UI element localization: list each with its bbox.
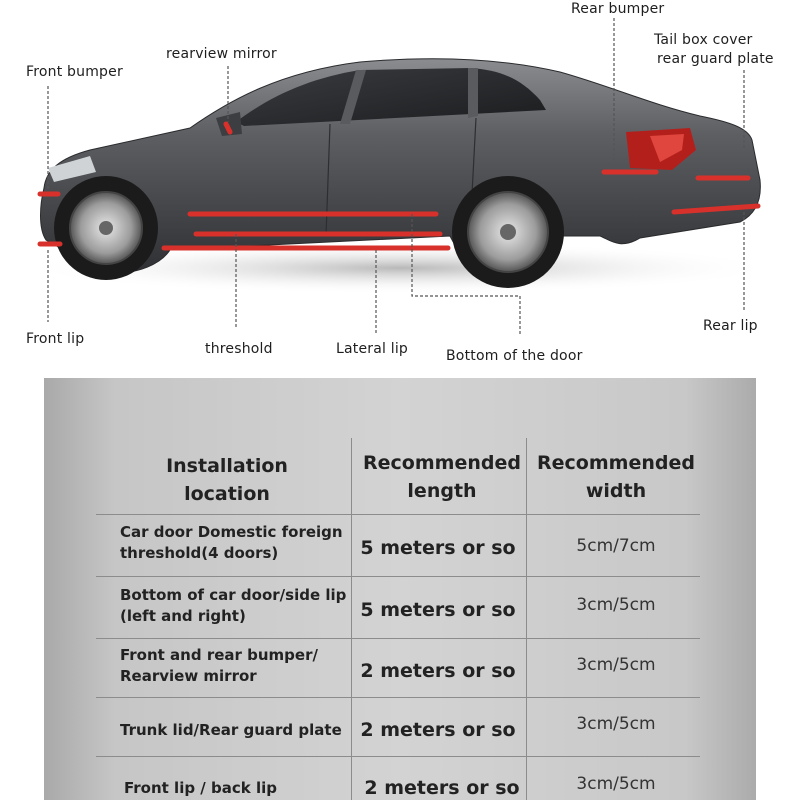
row-divider [96,638,700,639]
row-divider [96,697,700,698]
rear-hub [500,224,516,240]
label-lateral-lip: Lateral lip [336,341,409,357]
row-3-location-line2: Rearview mirror [120,667,257,685]
label-tail-box-cover: Tail box cover [654,32,753,48]
car-illustration-section [0,0,800,372]
table-row-3-width: 3cm/5cm [576,655,656,675]
table-row-1-width: 5cm/7cm [576,536,656,556]
column-divider-2 [526,438,527,800]
row-1-location-line2: threshold(4 doors) [120,544,279,562]
label-rear-bumper: Rear bumper [571,1,665,17]
header-length-line2: length [407,480,477,502]
row-5-location-line1: Front lip / back lip [124,779,277,797]
header-installation-location [120,452,334,508]
label-bottom-of-door: Bottom of the door [446,348,583,364]
label-rear-lip: Rear lip [703,318,758,334]
table-row-5-location [124,778,277,799]
table-row-2-width: 3cm/5cm [576,595,656,615]
window-pillar-2 [468,68,478,118]
header-location-line1: Installation [166,455,288,477]
row-divider [96,514,700,515]
table-row-3-length: 2 meters or so [360,660,516,682]
row-2-location-line2: (left and right) [120,607,246,625]
header-recommended-width [528,449,704,505]
label-rear-guard-plate: rear guard plate [657,51,774,67]
header-width-line2: width [585,480,647,502]
front-hub [99,221,113,235]
header-length-line1: Recommended [363,452,521,474]
header-recommended-length [352,449,532,505]
table-row-5-length: 2 meters or so [364,777,520,799]
row-divider [96,576,700,577]
row-divider [96,756,700,757]
table-row-1-location [120,522,343,564]
table-row-1-length: 5 meters or so [360,537,516,559]
row-3-location-line1: Front and rear bumper/ [120,646,318,664]
table-row-2-length: 5 meters or so [360,599,516,621]
table-row-5-width: 3cm/5cm [576,774,656,794]
table-row-2-location [120,585,346,627]
table-row-3-location [120,645,318,687]
row-2-location-line1: Bottom of car door/side lip [120,586,347,604]
label-front-lip: Front lip [26,331,85,347]
header-location-line2: location [184,483,270,505]
table-row-4-location [120,720,342,741]
table-row-4-length: 2 meters or so [360,719,516,741]
spec-table-section [0,372,800,800]
label-rearview-mirror: rearview mirror [166,46,277,62]
table-row-4-width: 3cm/5cm [576,714,656,734]
header-width-line1: Recommended [537,452,695,474]
row-4-location-line1: Trunk lid/Rear guard plate [120,721,342,739]
label-front-bumper: Front bumper [26,64,123,80]
label-threshold: threshold [205,341,273,357]
row-1-location-line1: Car door Domestic foreign [120,523,343,541]
